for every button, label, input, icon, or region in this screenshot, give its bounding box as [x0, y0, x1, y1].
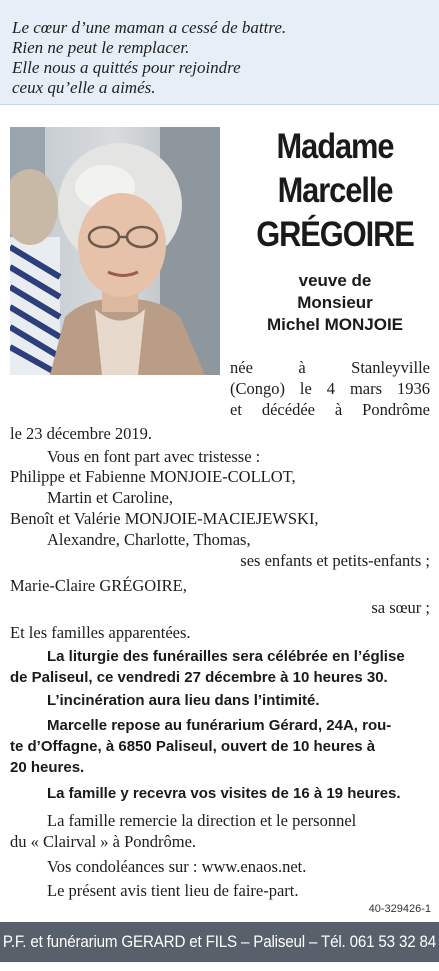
footer-text: P.F. et funérarium GERARD et FILS – Paliseul – Tél. 061 53 32 84 [2, 932, 437, 951]
repose-line: 20 heures. [10, 759, 85, 776]
family-line: Benoît et Valérie MONJOIE-MACIEJEWSKI, [10, 509, 319, 528]
epitaph-line: Le cœur d’une maman a cessé de battre. [12, 18, 287, 37]
notice-line: Le présent avis tient lieu de faire-part. [47, 881, 299, 900]
widow-line: Michel MONJOIE [266, 315, 404, 334]
family-line: Martin et Caroline, [47, 488, 174, 507]
thanks-line: La famille remercie la direction et le personnel [47, 811, 357, 830]
widow-line: Monsieur [297, 293, 373, 312]
reference-number: 40-329426-1 [368, 903, 431, 915]
family-relation: ses enfants et petits-enfants ; [240, 551, 430, 570]
liturgy-line: de Paliseul, ce vendredi 27 décembre à 10 heures 30. [10, 669, 388, 686]
family-line: Alexandre, Charlotte, Thomas, [47, 530, 251, 549]
family-line: Marie-Claire GRÉGOIRE, [10, 576, 187, 595]
birth-line: et décédée à Pondrôme [230, 400, 430, 419]
deceased-name [240, 125, 430, 257]
condolences-line: Vos condoléances sur : www.enaos.net. [47, 857, 307, 876]
family-relation: sa sœur ; [371, 598, 430, 617]
liturgy-line: La liturgie des funérailles sera célébrée en l’église [47, 648, 405, 665]
family-line: Philippe et Fabienne MONJOIE-COLLOT, [10, 467, 296, 486]
birth-line: (Congo) le 4 mars 1936 [230, 379, 430, 398]
epitaph-line: Elle nous a quittés pour rejoindre [12, 58, 241, 77]
repose-line: Marcelle repose au funérarium Gérard, 24A, rou- [47, 717, 392, 734]
death-date: le 23 décembre 2019. [10, 424, 153, 443]
repose-line: te d’Offagne, à 6850 Paliseul, ouvert de 10 heures à [10, 738, 376, 755]
funeral-home-footer [0, 922, 439, 962]
cremation-line: L’incinération aura lieu dans l’intimité. [47, 692, 320, 709]
epitaph-line: Rien ne peut le remplacer. [12, 38, 190, 57]
epitaph-line: ceux qu’elle a aimés. [12, 78, 156, 97]
widow-line: veuve de [298, 271, 372, 290]
thanks-line: du « Clairval » à Pondrôme. [10, 832, 197, 851]
name-title: Madame [276, 127, 394, 166]
name-first: Marcelle [277, 171, 393, 210]
announce-intro: Vous en font part avec tristesse : [47, 447, 261, 466]
epitaph-box [0, 0, 439, 105]
widow-info [240, 270, 430, 336]
visits-line: La famille y recevra vos visites de 16 à 19 heures. [47, 785, 401, 802]
portrait-photo [10, 127, 220, 375]
birth-line: née à Stanleyville [230, 358, 430, 377]
name-last: GRÉGOIRE [256, 215, 414, 254]
family-line: Et les familles apparentées. [10, 623, 191, 642]
birth-info [230, 357, 430, 420]
